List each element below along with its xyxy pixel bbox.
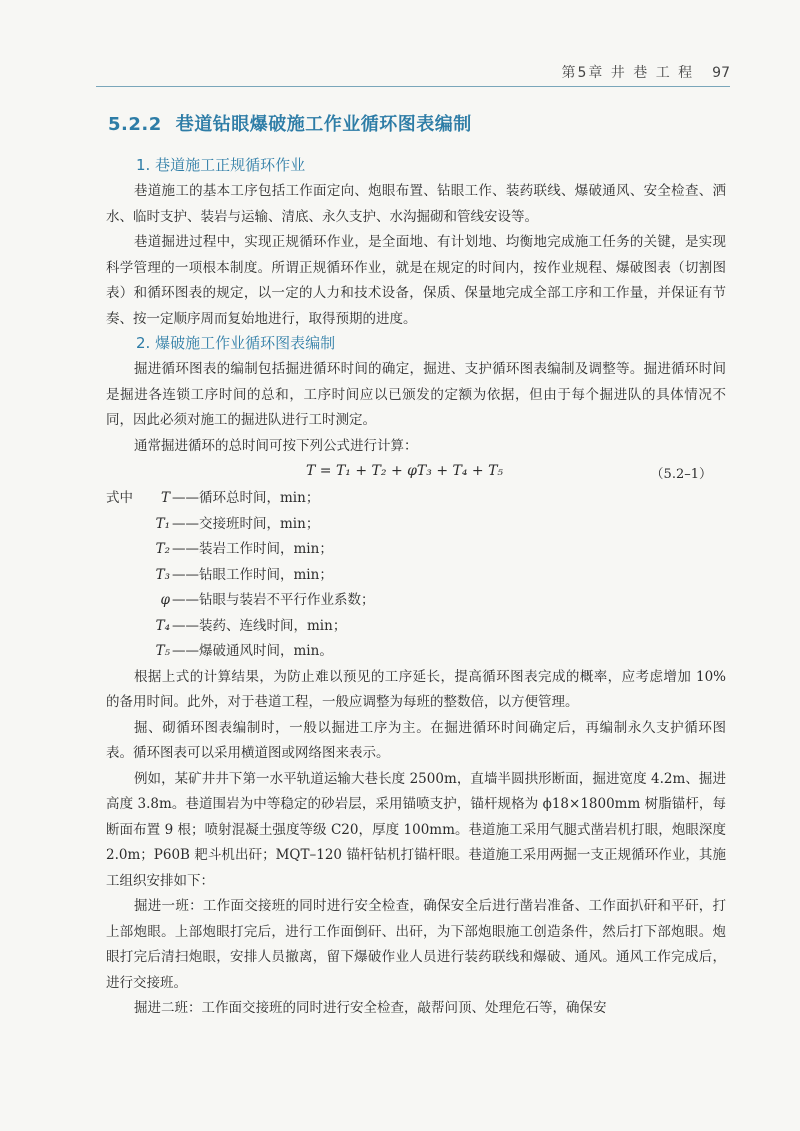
definition-text: ——装岩工作时间，min； bbox=[172, 541, 333, 557]
definition-row bbox=[106, 614, 726, 640]
equation-number: （5.2–1） bbox=[650, 467, 712, 482]
definition-symbol: T₂ bbox=[155, 541, 170, 557]
header-run bbox=[561, 62, 730, 82]
subsection-1-title: 1. 巷道施工正规循环作业 bbox=[136, 156, 306, 174]
section-heading bbox=[108, 110, 726, 136]
definition-text: ——爆破通风时间，min。 bbox=[172, 643, 333, 659]
definition-list bbox=[106, 486, 726, 665]
definition-text: ——循环总时间，min； bbox=[172, 490, 320, 506]
definition-symbol: T₁ bbox=[155, 515, 170, 532]
paragraph: 巷道掘进过程中，实现正规循环作业，是全面地、有计划地、均衡地完成施工任务的关键，是实现科学管理的一项根本制度。所谓正规循环作业，就是在规定的时间内，按作业规程、爆破图表（切割图表）和循环图表的规定，以一定的人力和技术设备，保质、保量地完成全部工序和工作量，并保证有节奏、按一定顺序周而复始地进行，取得预期的进度。 bbox=[106, 234, 726, 327]
paragraph: 掘、砌循环图表编制时，一般以掘进工序为主。在掘进循环时间确定后，再编制永久支护循环图表。循环图表可以采用横道图或网络图来表示。 bbox=[106, 719, 726, 761]
definition-text: ——钻眼与装岩不平行作业系数； bbox=[172, 592, 375, 608]
definition-row bbox=[106, 512, 726, 538]
definition-row bbox=[106, 563, 726, 589]
paragraph: 根据上式的计算结果，为防止难以预见的工序延长，提高循环图表完成的概率，应考虑增加 10% 的备用时间。此外，对于巷道工程，一般应调整为每班的整数倍，以方便管理。 bbox=[106, 668, 726, 710]
paragraph: 掘进二班：工作面交接班的同时进行安全检查，敲帮问顶、处理危石等，确保安 bbox=[134, 1000, 607, 1016]
definition-row bbox=[106, 639, 726, 665]
definition-symbol: T bbox=[160, 490, 170, 506]
chapter-title: 第5章 井 巷 工 程 bbox=[561, 65, 695, 81]
formula-block bbox=[106, 459, 726, 486]
running-header bbox=[96, 56, 730, 87]
definition-row bbox=[106, 588, 726, 614]
definition-symbol: T₅ bbox=[155, 643, 170, 659]
page-body bbox=[106, 110, 726, 1022]
definition-text: ——交接班时间，min； bbox=[172, 515, 320, 532]
definition-symbol: φ bbox=[160, 592, 170, 608]
formula-intro: 通常掘进循环的总时间可按下列公式进行计算： bbox=[134, 437, 418, 454]
definition-row bbox=[106, 486, 726, 512]
formula: T = T₁ + T₂ + φT₃ + T₄ + T₅ bbox=[306, 463, 504, 479]
definition-text: ——装药、连线时间，min； bbox=[172, 617, 347, 634]
paragraph: 例如，某矿井井下第一水平轨道运输大巷长度 2500m，直墙半圆拱形断面，掘进宽度 4.2m、掘进高度 3.8m。巷道围岩为中等稳定的砂岩层，采用锚喷支护，锚杆规格为 ϕ18×1800mm 树脂锚杆，每断面布置 9 根；喷射混凝土强度等级 C20，厚度 100mm。巷道施工采用气腿式凿岩机打眼，炮眼深度 2.0m；P60B 耙斗机出矸；MQT–120 锚杆钻机打锚杆眼。巷道施工采用两掘一支正规循环作业，其施工组织安排如下： bbox=[106, 770, 726, 889]
paragraph: 巷道施工的基本工序包括工作面定向、炮眼布置、钻眼工作、装药联线、爆破通风、安全检查、洒水、临时支护、装岩与运输、清底、永久支护、水沟掘砌和管线安设等。 bbox=[106, 183, 726, 225]
paragraph: 掘进一班：工作面交接班的同时进行安全检查，确保安全后进行凿岩准备、工作面扒矸和平矸，打上部炮眼。上部炮眼打完后，进行工作面倒矸、出矸，为下部炮眼施工创造条件，然后打下部炮眼。炮眼打完后清扫炮眼，安排人员撤离，留下爆破作业人员进行装药联线和爆破、通风。通风工作完成后，进行交接班。 bbox=[106, 898, 726, 991]
section-number: 5.2.2 bbox=[108, 114, 162, 135]
where-label: 式中 bbox=[106, 490, 133, 506]
definition-row bbox=[106, 537, 726, 563]
definition-symbol: T₄ bbox=[155, 617, 170, 634]
page-number: 97 bbox=[712, 65, 730, 81]
definition-text: ——钻眼工作时间，min； bbox=[172, 566, 333, 583]
paragraph: 掘进循环图表的编制包括掘进循环时间的确定，掘进、支护循环图表编制及调整等。掘进循环时间是掘进各连锁工序时间的总和，工序时间应以已颁发的定额为依据，但由于每个掘进队的具体情况不同，因此必须对施工的掘进队进行工时测定。 bbox=[106, 361, 726, 428]
subsection-2-title: 2. 爆破施工作业循环图表编制 bbox=[136, 334, 336, 352]
section-title: 巷道钻眼爆破施工作业循环图表编制 bbox=[175, 114, 472, 135]
definition-symbol: T₃ bbox=[155, 566, 170, 583]
